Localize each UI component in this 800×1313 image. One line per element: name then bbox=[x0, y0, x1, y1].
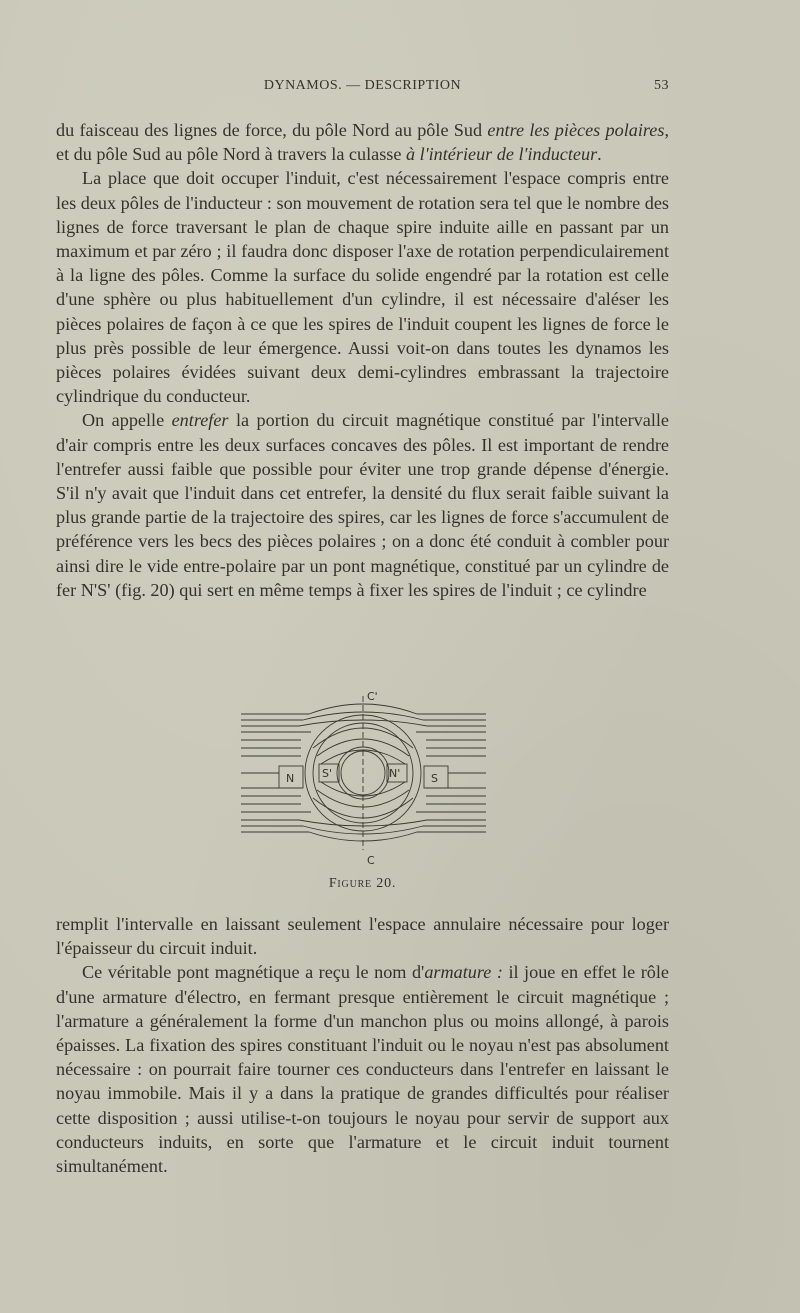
italic-run: armature : bbox=[424, 962, 503, 983]
page-number: 53 bbox=[654, 78, 669, 93]
text-run: la portion du circuit magnétique constitué par l'intervalle d'air compris entre les deux surfaces concaves des pôles. Il est important de rendre l'entrefer aussi faible que possible pour éviter une trop grande dépense d'énergie. S'il n'y avait que l'induit dans cet entrefer, la densité du flux serait faible suivant la plus grande partie de la trajectoire des spires, car les lignes de force s'accumulent de préférence vers les becs des pièces polaires ; on a donc été conduit à combler pour ainsi dire le vide entre-polaire par un pont magnétique, constitué par un cylindre de fer N'S' (fig. 20) qui sert en même temps à fixer les spires de l'induit ; ce cylindre bbox=[56, 410, 669, 600]
body-text-top bbox=[56, 118, 669, 602]
text-run: La place que doit occuper l'induit, c'est nécessairement l'espace compris entre les deux pôles de l'inducteur : son mouvement de rotation sera tel que le nombre des lignes de force traversant le plan de chaque spire induite aille en passant par un maximum et par zéro ; il faudra donc disposer l'axe de rotation perpendiculairement à la ligne des pôles. Comme la surface du solide engendré par la rotation est celle d'une sphère ou plus habituellement d'un cylindre, il est nécessaire d'aléser les pièces polaires de façon à ce que les spires de l'induit coupent les lignes de force le plus près possible de leur émergence. Aussi voit-on dans toutes les dynamos les pièces polaires évidées suivant deux demi-cylindres embrassant la trajectoire cylindrique du conducteur. bbox=[56, 168, 669, 407]
text-run: il joue en effet le rôle d'une armature d'électro, en fermant presque entièrement le circuit magnétique ; l'armature a généralement la forme d'un manchon plus ou moins allongé, à parois épaisses. La fixation des spires constituant l'induit ou le noyau n'est pas absolument nécessaire : on pourrait faire tourner ces conducteurs dans l'entrefer en laissant le noyau immobile. Mais il y a dans la pratique de grandes difficultés pour réaliser cette disposition ; aussi utilise-t-on toujours le noyau pour servir de support aux conducteurs induits, en sorte que l'armature et le circuit induit tournent simultanément. bbox=[56, 962, 669, 1177]
text-run: On appelle bbox=[82, 410, 172, 431]
label-pole-s: S bbox=[431, 772, 438, 785]
label-pole-n: N bbox=[286, 772, 295, 785]
paragraph bbox=[56, 912, 669, 960]
text-run: , et du pôle Sud au pôle Nord à travers la culasse bbox=[56, 120, 669, 165]
dynamo-diagram bbox=[241, 688, 486, 868]
label-c-prime: C' bbox=[367, 690, 378, 703]
figure-caption: Figure 20. bbox=[328, 876, 397, 891]
body-text-bottom bbox=[56, 912, 669, 1178]
paragraph bbox=[56, 960, 669, 1178]
text-run: du faisceau des lignes de force, du pôle Nord au pôle Sud bbox=[56, 120, 488, 140]
label-c: C bbox=[367, 854, 375, 867]
text-run: Ce véritable pont magnétique a reçu le nom d' bbox=[82, 962, 425, 983]
text-run: remplit l'intervalle en laissant seulement l'espace annulaire nécessaire pour loger l'épaisseur du circuit induit. bbox=[56, 914, 669, 959]
italic-run: à l'intérieur de l'inducteur bbox=[406, 144, 598, 165]
italic-run: entrefer bbox=[171, 410, 229, 431]
page-header bbox=[56, 78, 669, 102]
paragraph bbox=[56, 118, 669, 166]
label-core-s-prime: S' bbox=[322, 767, 333, 780]
paragraph bbox=[56, 166, 669, 408]
paragraph bbox=[56, 408, 669, 602]
text-run: . bbox=[597, 144, 602, 165]
figure-20 bbox=[56, 688, 669, 898]
running-title: DYNAMOS. — DESCRIPTION bbox=[263, 78, 462, 93]
label-core-n-prime: N' bbox=[389, 767, 401, 780]
italic-run: entre les pièces polaires bbox=[487, 120, 665, 140]
